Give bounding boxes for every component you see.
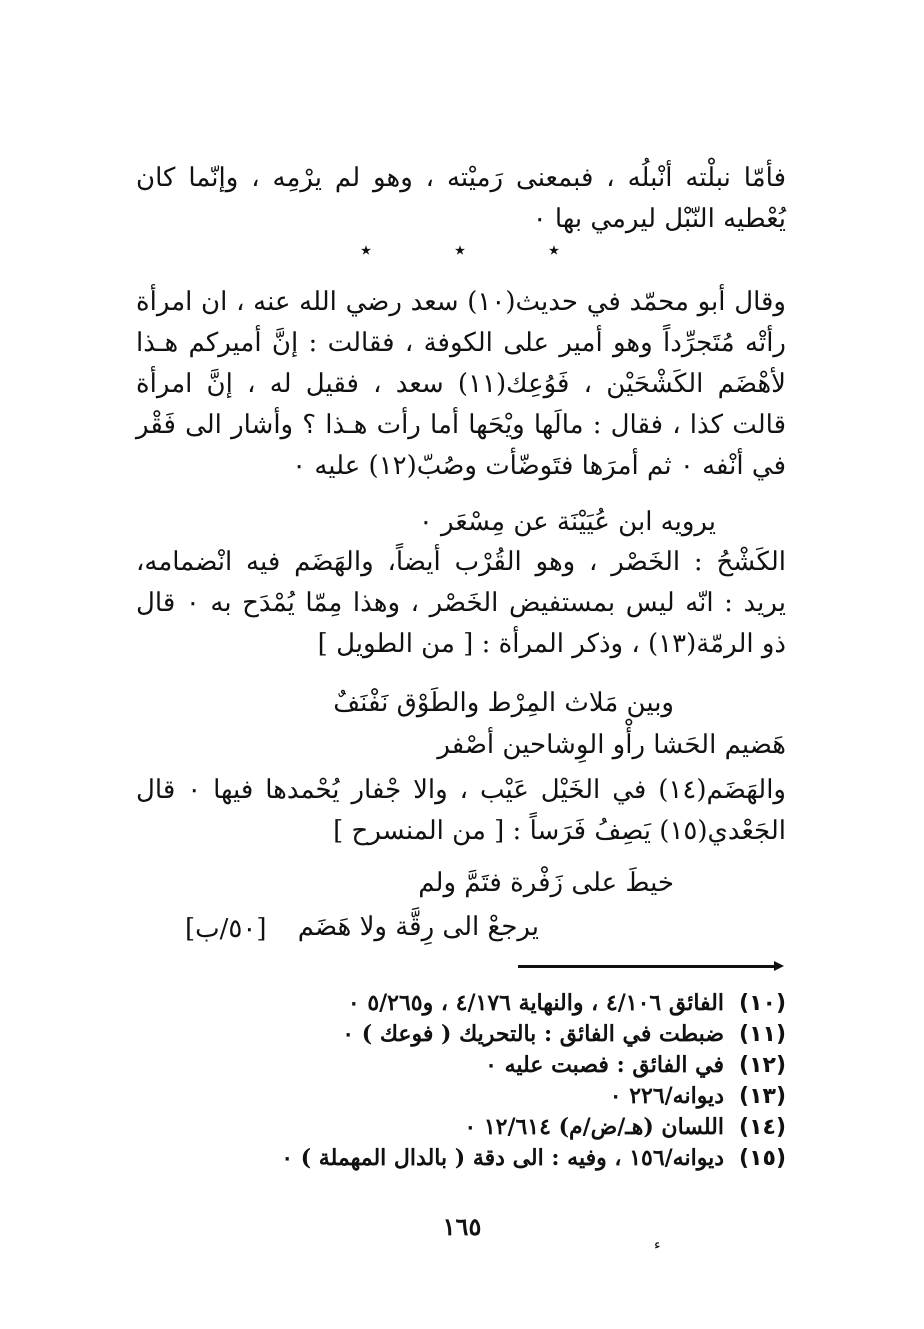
footnote-text: الفائق ٤/١٠٦ ، والنهاية ٤/١٧٦ ، و٥/٢٦٥ ٠ xyxy=(347,990,724,1016)
verse-2-hemistich-1: خيطَ على زَفْرة فتَمَّ ولم xyxy=(418,868,674,898)
footnote xyxy=(126,988,786,1019)
footnote-text: ديوانه/١٥٦ ، وفيه : الى دقة ( بالدال المهملة ) ٠ xyxy=(281,1145,724,1171)
verse-1-hemistich-1: وبين مَلاث المِرْط والطَوْق نَفْنَفٌ xyxy=(333,688,674,718)
star-icon: ٭ xyxy=(548,238,560,263)
star-icon: ٭ xyxy=(454,238,466,263)
signature-mark: ء xyxy=(654,1237,661,1253)
footnote-number: (١٥) xyxy=(739,1146,786,1171)
verse-1-hemistich-2: هَضيم الحَشا رأْو الوِشاحين أصْفر xyxy=(437,730,786,760)
page-number: ١٦٥ xyxy=(442,1212,482,1241)
paragraph-4: الكَشْحُ : الخَصْر ، وهو القُرْب أيضاً، والهَضَم فيه انْضمامه، يريد : انّه ليس بمستفيض الخَصْر ، وهذا مِمّا يُمْدَح به ٠ قال ذو الرمّة(١٣) ، وذكر المرأة : [ من الطويل ] xyxy=(136,547,786,659)
footnote-number: (١٤) xyxy=(739,1115,786,1140)
footnote-number: (١٢) xyxy=(739,1053,786,1078)
footnote-text: ديوانه/٢٢٦ ٠ xyxy=(609,1083,724,1109)
footnote xyxy=(126,1019,786,1050)
paragraph-2: وقال أبو محمّد في حديث(١٠) سعد رضي الله عنه ، ان امرأة رأتْه مُتَجرِّداً وهو أمير على الكوفة ، فقالت : إنَّ أميركم هـذا لأهْضَم الكَشْحَيْن ، فَوُعِك(١١) سعد ، فقيل له ، إنَّ امرأة قالت كذا ، فقال : مالَها ويْحَها أما رأت هـذا ؟ وأشار الى فَقْر في أنْفه ٠ ثم أمرَها فتَوضّأت وصُبّ(١٢) عليه ٠ xyxy=(136,287,786,481)
verse-2-hemistich-2: يرجعْ الى رِقَّة ولا هَضَم xyxy=(297,912,539,942)
folio-marker: [٥٠/ب] xyxy=(185,914,267,944)
footnote-text: في الفائق : فصبت عليه ٠ xyxy=(485,1052,724,1078)
footnote-divider-arrow xyxy=(774,961,784,971)
footnote xyxy=(126,1143,786,1174)
paragraph-3: يرويه ابن عُيَيْنَة عن مِسْعَر ٠ xyxy=(418,507,716,537)
footnote-number: (١٠) xyxy=(739,991,786,1016)
paragraph-5: والهَضَم(١٤) في الخَيْل عَيْب ، والا جْفار يُحْمدها فيها ٠ قال الجَعْدي(١٥) يَصِفُ فَرَساً : [ من المنسرح ] xyxy=(136,775,786,846)
footnote-text: ضبطت في الفائق : بالتحريك ( فوعك ) ٠ xyxy=(342,1021,724,1047)
footnote-number: (١٣) xyxy=(739,1084,786,1109)
footnote xyxy=(126,1081,786,1112)
footnote-number: (١١) xyxy=(739,1022,786,1047)
footnote-text: اللسان (هـ/ض/م) ١٢/٦١٤ ٠ xyxy=(464,1114,724,1140)
footnote-divider xyxy=(518,965,780,968)
footnotes xyxy=(126,988,786,1174)
footnote xyxy=(126,1050,786,1081)
section-separator xyxy=(360,238,560,263)
star-icon: ٭ xyxy=(360,238,372,263)
paragraph-1: فأمّا نبلْته أنْبلُه ، فبمعنى رَميْته ، وهو لم يرْمِه ، وإنّما كان يُعْطيه النّبْل ليرمي بها ٠ xyxy=(136,163,786,234)
footnote xyxy=(126,1112,786,1143)
